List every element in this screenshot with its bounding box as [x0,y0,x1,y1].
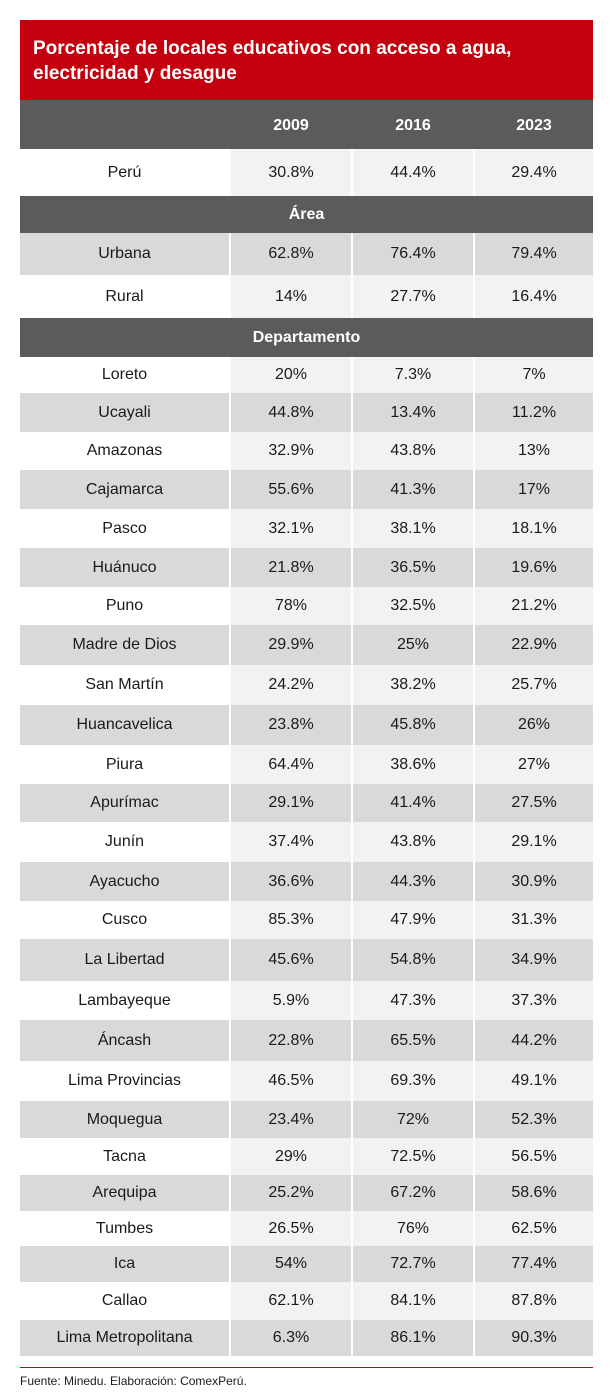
table-row [20,1282,593,1320]
row-label: Perú [20,149,229,196]
value-cell-2009: 32.9% [231,432,351,470]
table-row [20,1138,593,1175]
table-row [20,149,593,196]
table-title-text: Porcentaje de locales educativos con acceso a agua, electricidad y desague [33,38,512,84]
table-row [20,705,593,745]
value-cell-2023: 21.2% [475,587,593,625]
value-cell-2023: 79.4% [475,233,593,275]
value-cell-2023: 29.1% [475,822,593,862]
table-row [20,275,593,318]
value-cell-2023: 11.2% [475,393,593,432]
row-label: Ucayali [20,393,229,432]
value-cell-2016: 43.8% [353,432,473,470]
value-cell-2016: 41.3% [353,470,473,509]
value-cell-2023: 87.8% [475,1282,593,1320]
row-label: Cusco [20,901,229,939]
table-row [20,822,593,862]
row-label: Pasco [20,509,229,548]
value-cell-2023: 58.6% [475,1175,593,1211]
value-cell-2023: 49.1% [475,1061,593,1101]
row-label: Áncash [20,1020,229,1061]
value-cell-2009: 64.4% [231,745,351,784]
value-cell-2009: 25.2% [231,1175,351,1211]
value-cell-2016: 32.5% [353,587,473,625]
value-cell-2016: 86.1% [353,1320,473,1356]
table-row [20,665,593,705]
row-label: Lima Metropolitana [20,1320,229,1356]
table-row [20,509,593,548]
value-cell-2023: 34.9% [475,939,593,981]
value-cell-2016: 36.5% [353,548,473,587]
row-label: Junín [20,822,229,862]
table-row [20,745,593,784]
value-cell-2009: 23.8% [231,705,351,745]
row-label: Apurímac [20,784,229,822]
value-cell-2023: 90.3% [475,1320,593,1356]
value-cell-2009: 22.8% [231,1020,351,1061]
row-label: Urbana [20,233,229,275]
value-cell-2016: 67.2% [353,1175,473,1211]
column-header-2009: 2009 [273,117,309,134]
section-header-departamento: Departamento [20,318,593,357]
table-row [20,587,593,625]
value-cell-2016: 44.4% [353,149,473,196]
value-cell-2023: 7% [475,357,593,393]
table-row [20,357,593,393]
value-cell-2016: 38.6% [353,745,473,784]
value-cell-2023: 77.4% [475,1246,593,1282]
value-cell-2009: 32.1% [231,509,351,548]
value-cell-2009: 23.4% [231,1101,351,1138]
table-row [20,981,593,1020]
value-cell-2023: 56.5% [475,1138,593,1175]
row-label: Lambayeque [20,981,229,1020]
value-cell-2016: 69.3% [353,1061,473,1101]
table-row [20,1211,593,1246]
table-row [20,1101,593,1138]
value-cell-2009: 6.3% [231,1320,351,1356]
value-cell-2016: 76.4% [353,233,473,275]
value-cell-2023: 52.3% [475,1101,593,1138]
value-cell-2016: 13.4% [353,393,473,432]
value-cell-2023: 29.4% [475,149,593,196]
row-label: Ayacucho [20,862,229,901]
value-cell-2016: 27.7% [353,275,473,318]
table-row [20,1020,593,1061]
value-cell-2023: 18.1% [475,509,593,548]
value-cell-2016: 65.5% [353,1020,473,1061]
table-row [20,432,593,470]
value-cell-2016: 76% [353,1211,473,1246]
row-label: Puno [20,587,229,625]
row-label: La Libertad [20,939,229,981]
value-cell-2023: 19.6% [475,548,593,587]
value-cell-2009: 36.6% [231,862,351,901]
value-cell-2009: 29.9% [231,625,351,665]
value-cell-2016: 44.3% [353,862,473,901]
value-cell-2009: 29.1% [231,784,351,822]
table-row [20,548,593,587]
row-label: Moquegua [20,1101,229,1138]
row-label: Lima Provincias [20,1061,229,1101]
value-cell-2009: 46.5% [231,1061,351,1101]
row-label: Cajamarca [20,470,229,509]
row-label: Amazonas [20,432,229,470]
value-cell-2016: 47.3% [353,981,473,1020]
value-cell-2009: 55.6% [231,470,351,509]
row-label: Huánuco [20,548,229,587]
value-cell-2023: 27.5% [475,784,593,822]
table-row [20,1320,593,1356]
table-row [20,1175,593,1211]
value-cell-2016: 84.1% [353,1282,473,1320]
row-label: Madre de Dios [20,625,229,665]
table-row [20,470,593,509]
table-row [20,1246,593,1282]
value-cell-2023: 30.9% [475,862,593,901]
row-label: Arequipa [20,1175,229,1211]
row-label: Tacna [20,1138,229,1175]
value-cell-2009: 21.8% [231,548,351,587]
value-cell-2009: 54% [231,1246,351,1282]
table-row [20,862,593,901]
value-cell-2023: 25.7% [475,665,593,705]
row-label: Ica [20,1246,229,1282]
value-cell-2023: 13% [475,432,593,470]
table-row [20,625,593,665]
column-header-2023: 2023 [516,117,552,134]
table-title [20,20,593,100]
value-cell-2016: 54.8% [353,939,473,981]
value-cell-2009: 37.4% [231,822,351,862]
value-cell-2016: 47.9% [353,901,473,939]
table-row [20,901,593,939]
table-row [20,233,593,275]
section-header-area: Área [20,196,593,233]
row-label: Piura [20,745,229,784]
value-cell-2009: 29% [231,1138,351,1175]
table-row [20,393,593,432]
value-cell-2023: 27% [475,745,593,784]
table-row [20,939,593,981]
value-cell-2016: 72.7% [353,1246,473,1282]
footer-divider [20,1367,593,1368]
value-cell-2016: 72.5% [353,1138,473,1175]
value-cell-2016: 38.1% [353,509,473,548]
value-cell-2023: 16.4% [475,275,593,318]
value-cell-2009: 62.1% [231,1282,351,1320]
value-cell-2009: 24.2% [231,665,351,705]
value-cell-2023: 31.3% [475,901,593,939]
value-cell-2009: 45.6% [231,939,351,981]
value-cell-2016: 38.2% [353,665,473,705]
value-cell-2009: 62.8% [231,233,351,275]
value-cell-2009: 85.3% [231,901,351,939]
value-cell-2023: 37.3% [475,981,593,1020]
value-cell-2023: 62.5% [475,1211,593,1246]
value-cell-2009: 30.8% [231,149,351,196]
value-cell-2016: 7.3% [353,357,473,393]
table-row [20,784,593,822]
row-label: San Martín [20,665,229,705]
value-cell-2009: 44.8% [231,393,351,432]
value-cell-2009: 78% [231,587,351,625]
table-row [20,1061,593,1101]
row-label: Rural [20,275,229,318]
row-label: Tumbes [20,1211,229,1246]
value-cell-2016: 43.8% [353,822,473,862]
value-cell-2009: 14% [231,275,351,318]
value-cell-2023: 17% [475,470,593,509]
source-note: Fuente: Minedu. Elaboración: ComexPerú. [20,1374,247,1388]
column-header-row [20,100,593,149]
value-cell-2009: 5.9% [231,981,351,1020]
column-header-2016: 2016 [395,117,431,134]
row-label: Callao [20,1282,229,1320]
value-cell-2009: 20% [231,357,351,393]
value-cell-2016: 72% [353,1101,473,1138]
value-cell-2016: 45.8% [353,705,473,745]
value-cell-2016: 41.4% [353,784,473,822]
value-cell-2023: 44.2% [475,1020,593,1061]
row-label: Loreto [20,357,229,393]
value-cell-2009: 26.5% [231,1211,351,1246]
value-cell-2023: 26% [475,705,593,745]
value-cell-2016: 25% [353,625,473,665]
row-label: Huancavelica [20,705,229,745]
value-cell-2023: 22.9% [475,625,593,665]
